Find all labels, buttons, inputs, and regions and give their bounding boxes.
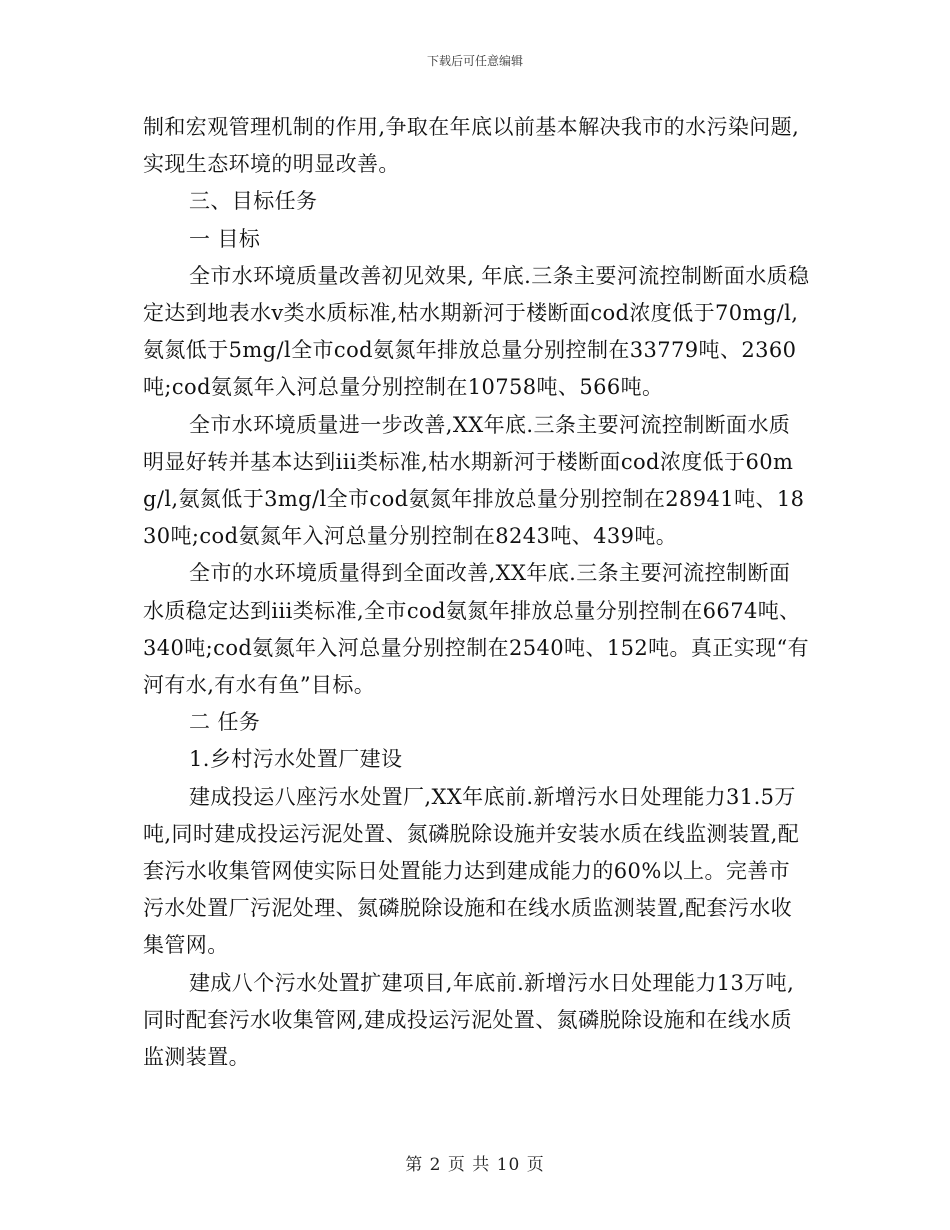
paragraph: 全市水环境质量进一步改善,XX年底.三条主要河流控制断面水质明显好转并基本达到iii类标准,枯水期新河于楼断面cod浓度低于60mg/l,氨氮低于3mg/l全市cod氨氮年排放总量分别控制在28941吨、1830吨;cod氨氮年入河总量分别控制在8243吨、439吨。 [143,412,805,549]
page-number: 第 2 页 共 10 页 [405,1155,545,1175]
header-note: 下载后可任意编辑 [426,54,523,68]
paragraph: 全市水环境质量改善初见效果, 年底.三条主要河流控制断面水质稳定达到地表水v类水质标准,枯水期新河于楼断面cod浓度低于70mg/l,氨氮低于5mg/l全市cod氨氮年排放总量分别控制在33779吨、2360吨;cod氨氮年入河总量分别控制在10758吨、566吨。 [143,263,810,400]
paragraph: 制和宏观管理机制的作用,争取在年底以前基本解决我市的水污染问题,实现生态环境的明显改善。 [143,115,800,177]
subsection-heading: 二 任务 [189,710,261,735]
section-heading: 三、目标任务 [189,189,318,214]
paragraph: 建成投运八座污水处置厂,XX年底前.新增污水日处理能力31.5万吨,同时建成投运污泥处置、氮磷脱除设施并安装水质在线监测装置,配套污水收集管网使实际日处置能力达到建成能力的60%以上。完善市污水处置厂污泥处理、氮磷脱除设施和在线水质监测装置,配套污水收集管网。 [143,784,800,958]
item-heading: 1.乡村污水处置厂建设 [189,747,403,772]
paragraph: 全市的水环境质量得到全面改善,XX年底.三条主要河流控制断面水质稳定达到iii类标准,全市cod氨氮年排放总量分别控制在6674吨、340吨;cod氨氮年入河总量分别控制在2540吨、152吨。真正实现“有河有水,有水有鱼”目标。 [143,561,810,698]
document-body [143,109,811,1076]
paragraph: 建成八个污水处置扩建项目,年底前.新增污水日处理能力13万吨,同时配套污水收集管网,建成投运污泥处置、氮磷脱除设施和在线水质监测装置。 [143,970,795,1070]
subsection-heading: 一 目标 [189,226,261,251]
